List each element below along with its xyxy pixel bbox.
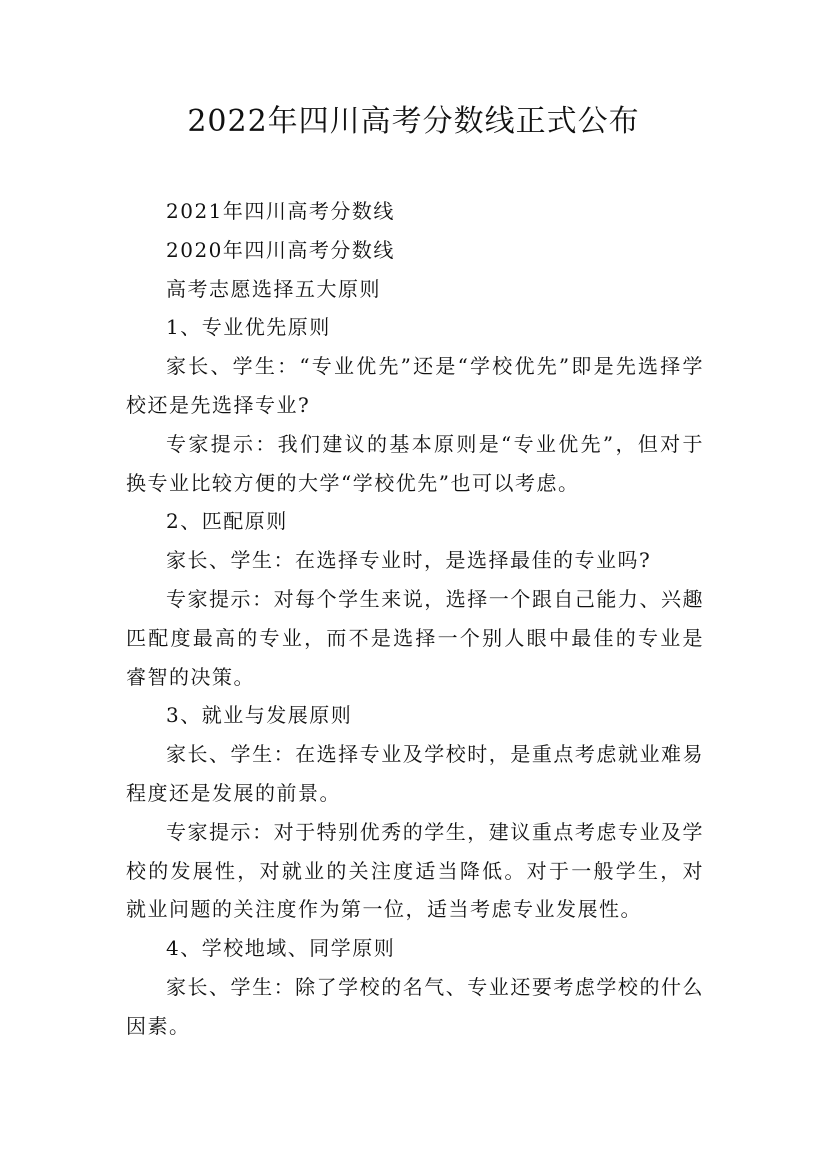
question-paragraph-1: 家长、学生：“专业优先”还是“学校优先”即是先选择学校还是先选择专业? [126, 354, 704, 417]
principle-heading-4: 4、学校地域、同学原则 [166, 936, 396, 961]
principle-heading-3: 3、就业与发展原则 [166, 703, 353, 728]
section-heading: 高考志愿选择五大原则 [166, 276, 381, 301]
answer-paragraph-3: 专家提示：对于特别优秀的学生，建议重点考虑专业及学校的发展性，对就业的关注度适当降低。对于一般学生，对就业问题的关注度作为第一位，适当考虑专业发展性。 [126, 819, 704, 922]
answer-paragraph-2: 专家提示：对每个学生来说，选择一个跟自己能力、兴趣匹配度最高的专业，而不是选择一个别人眼中最佳的专业是睿智的决策。 [126, 586, 704, 689]
principle-heading-1: 1、专业优先原则 [166, 315, 331, 340]
paragraph-link-2021: 2021年四川高考分数线 [166, 199, 395, 223]
document-body [126, 192, 704, 1046]
answer-paragraph-1: 专家提示：我们建议的基本原则是“专业优先”，但对于换专业比较方便的大学“学校优先”也可以考虑。 [126, 431, 704, 495]
question-paragraph-2: 家长、学生：在选择专业时，是选择最佳的专业吗? [166, 548, 652, 573]
paragraph-link-2020: 2020年四川高考分数线 [166, 237, 395, 262]
document-title: 2022年四川高考分数线正式公布 [187, 104, 640, 139]
question-paragraph-3: 家长、学生：在选择专业及学校时，是重点考虑就业难易程度还是发展的前景。 [126, 742, 704, 805]
question-paragraph-4: 家长、学生：除了学校的名气、专业还要考虑学校的什么因素。 [126, 974, 704, 1038]
principle-heading-2: 2、匹配原则 [166, 509, 288, 534]
